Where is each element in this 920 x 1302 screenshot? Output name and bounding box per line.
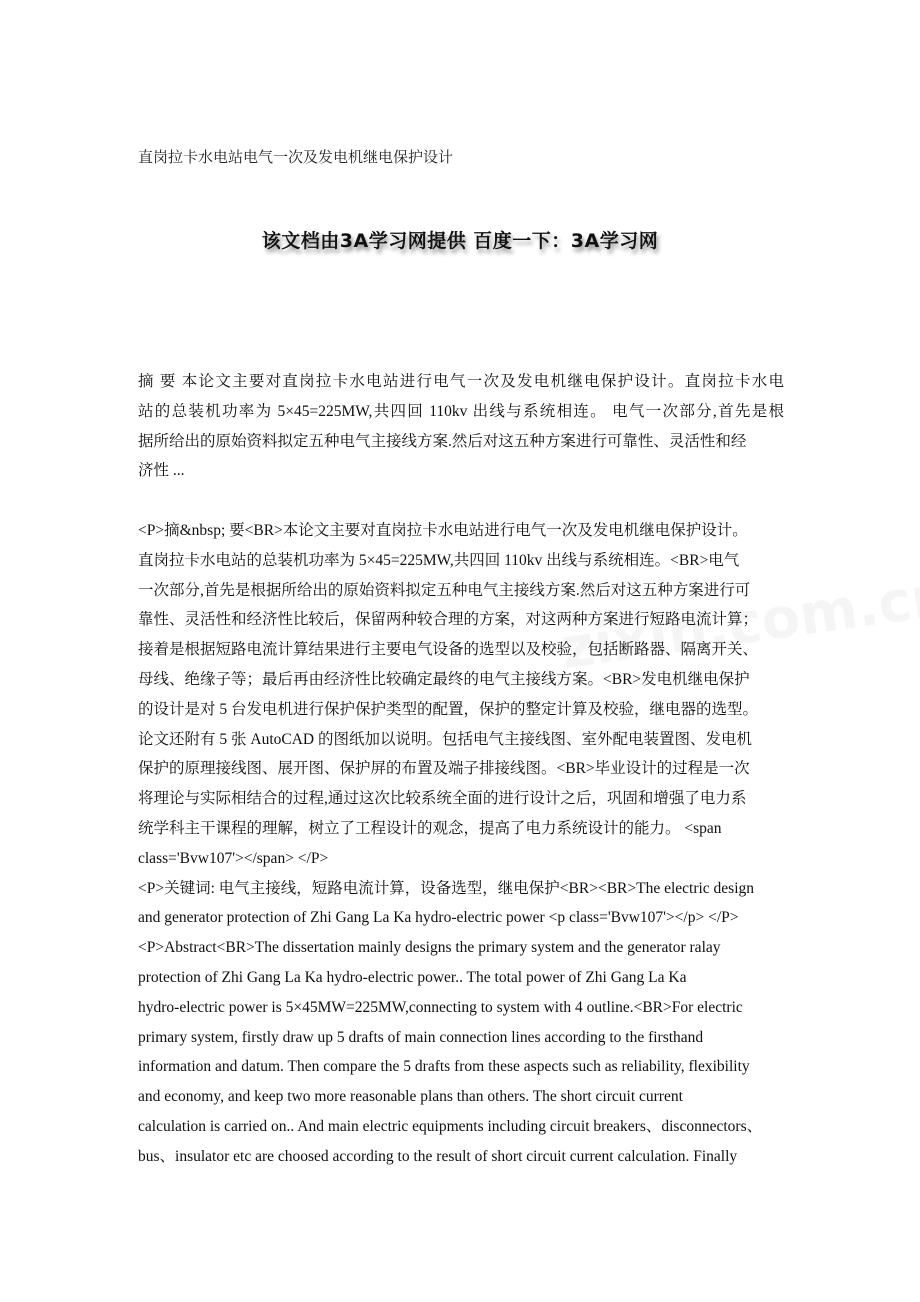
text-line: and economy, and keep two more reasonable plans than others. The short circuit current — [138, 1088, 683, 1106]
text-line: 直岗拉卡水电站的总装机功率为 5×45=225MW,共四回 110kv 出线与系统相连。<BR>电气 — [138, 551, 740, 569]
text-line: 将理论与实际相结合的过程,通过这次比较系统全面的进行设计之后，巩固和增强了电力系 — [138, 790, 747, 808]
text-line: 母线、绝缘子等；最后再由经济性比较确定最终的电气主接线方案。<BR>发电机继电保护 — [138, 670, 750, 688]
text-line: 统学科主干课程的理解，树立了工程设计的观念，提高了电力系统设计的能力。 <span — [138, 819, 722, 837]
text-line: class='Bvw107'></span> </P> — [138, 849, 329, 867]
text-line: 靠性、灵活性和经济性比较后，保留两种较合理的方案，对这两种方案进行短路电流计算； — [138, 611, 759, 629]
text-line: hydro-electric power is 5×45MW=225MW,connecting to system with 4 outline.<BR>For electric — [138, 998, 743, 1016]
text-line: 接着是根据短路电流计算结果进行主要电气设备的选型以及校验，包括断路器、隔离开关、 — [138, 641, 759, 659]
text-line: 据所给出的原始资料拟定五种电气主接线方案.然后对这五种方案进行可靠性、灵活性和经 — [138, 432, 747, 450]
abstract-summary — [138, 367, 784, 486]
text-line: bus、insulator etc are choosed according to the result of short circuit current calculation. Finally — [138, 1147, 738, 1165]
text-line: primary system, firstly draw up 5 drafts of main connection lines according to the firsthand — [138, 1028, 704, 1046]
text-line: 济性 ... — [138, 462, 185, 480]
text-line: <P>Abstract<BR>The dissertation mainly designs the primary system and the generator ralay — [138, 939, 721, 957]
text-line: information and datum. Then compare the 5 drafts from these aspects such as reliability, flexibility — [138, 1058, 750, 1076]
document-title: 直岗拉卡水电站电气一次及发电机继电保护设计 — [138, 150, 454, 166]
text-line: calculation is carried on.. And main electric equipments including circuit breakers、disconnectors、 — [138, 1117, 763, 1135]
text-line: protection of Zhi Gang La Ka hydro-electric power.. The total power of Zhi Gang La Ka — [138, 968, 687, 986]
text-line: 论文还附有 5 张 AutoCAD 的图纸加以说明。包括电气主接线图、室外配电装置图、发电机 — [138, 730, 752, 748]
text-line: 摘 要 本论文主要对直岗拉卡水电站进行电气一次及发电机继电保护设计。直岗拉卡水电 — [138, 373, 784, 390]
text-line: <P>关键词: 电气主接线，短路电流计算，设备选型，继电保护<BR><BR>The electric design — [138, 879, 755, 897]
text-line: <P>摘&nbsp; 要<BR>本论文主要对直岗拉卡水电站进行电气一次及发电机继电保护设计。 — [138, 522, 748, 539]
text-line: 站的总装机功率为 5×45=225MW,共四回 110kv 出线与系统相连。 电气一次部分,首先是根 — [138, 402, 784, 420]
text-line: 的设计是对 5 台发电机进行保护保护类型的配置，保护的整定计算及校验，继电器的选型。 — [138, 700, 759, 718]
text-line: 保护的原理接线图、展开图、保护屏的布置及端子排接线图。<BR>毕业设计的过程是一次 — [138, 760, 750, 778]
source-banner: 该文档由3A学习网提供 百度一下：3A学习网 — [261, 230, 659, 252]
text-line: and generator protection of Zhi Gang La Ka hydro-electric power <p class='Bvw107'></p> </P> — [138, 909, 739, 927]
text-line: 一次部分,首先是根据所给出的原始资料拟定五种电气主接线方案.然后对这五种方案进行可 — [138, 581, 751, 599]
document-body — [138, 516, 784, 1172]
